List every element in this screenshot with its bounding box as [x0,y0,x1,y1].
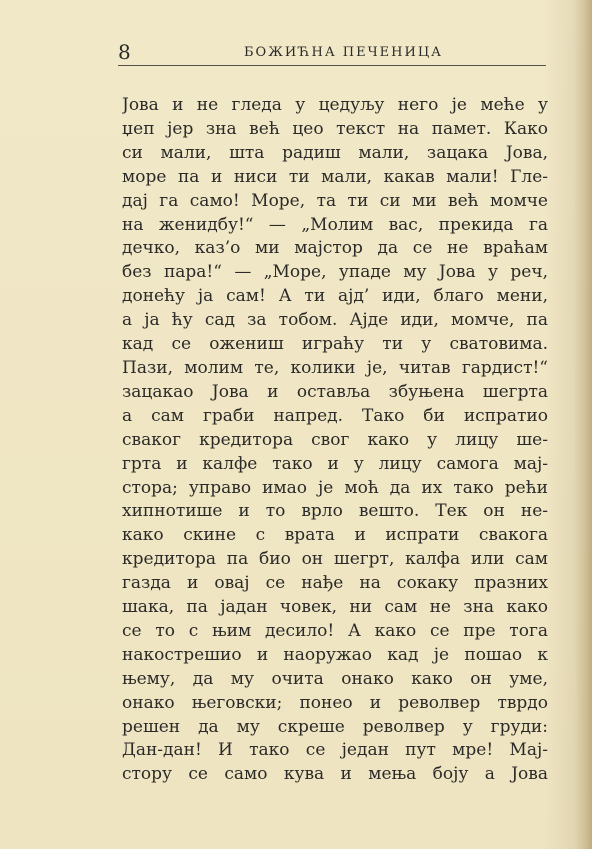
text-line: шака, па јадан човек, ни сам не зна како [122,597,548,618]
text-line: накострешио и наоружао кад је пошао к [122,644,548,665]
text-line: кад се ожениш играћу ти у сватовима. [122,334,548,355]
page-header [118,40,546,66]
text-line: дечко, каз’о ми мајстор да се не враћам [122,238,548,259]
text-line: дај га само! Море, та ти си ми већ момче [122,190,548,211]
text-line: а ја ћу сад за тобом. Ајде иди, момче, па [122,310,548,331]
text-line: Пази, молим те, колики је, читав гардист!“ [122,357,548,378]
text-line: како скине с врата и испрати свакога [122,525,548,546]
text-line: кредитора па био он шегрт, калфа или сам [122,549,548,570]
text-line: онако његовски; понео и револвер тврдо [122,692,548,713]
text-line: њему, да му очита онако како он уме, [122,668,548,689]
body-text [122,94,548,787]
text-line: сваког кредитора свог како у лицу ше- [122,429,548,450]
text-line: хипнотише и то врло вешто. Тек он не- [122,501,548,522]
text-line: Дан-дан! И тако се један пут мре! Мај- [122,740,548,761]
text-line: море па и ниси ти мали, какав мали! Гле- [122,166,548,187]
text-line: решен да му скреше револвер у груди: [122,716,548,737]
text-line: џеп јер зна већ цео текст на памет. Како [122,118,548,139]
text-line: си мали, шта радиш мали, зацака Јова, [122,142,548,163]
text-line: зацакао Јова и оставља збуњена шегрта [122,381,548,402]
text-line: донећу ја сам! А ти ајд’ иди, благо мени, [122,286,548,307]
text-line: Јова и не гледа у цедуљу него је меће у [122,95,548,115]
header-rule [118,65,546,66]
text-line: грта и калфе тако и у лицу самога мај- [122,453,548,474]
running-title: БОЖИЋНА ПЕЧЕНИЦА [244,45,444,60]
text-line: газда и овај се нађе на сокаку празних [122,573,548,594]
text-line: а сам граби напред. Тако би испратио [122,405,548,426]
page-edge-shadow [574,0,592,849]
text-line: без пара!“ — „Море, упаде му Јова у реч, [122,262,548,283]
text-line: на женидбу!“ — „Молим вас, прекида га [122,214,548,235]
text-line: стора; управо имао је моћ да их тако рећи [122,477,548,498]
text-line: стору се само кува и мења боју а Јова [122,764,548,785]
text-line: се то с њим десило! А како се пре тога [122,620,548,641]
page-number: 8 [118,40,132,64]
